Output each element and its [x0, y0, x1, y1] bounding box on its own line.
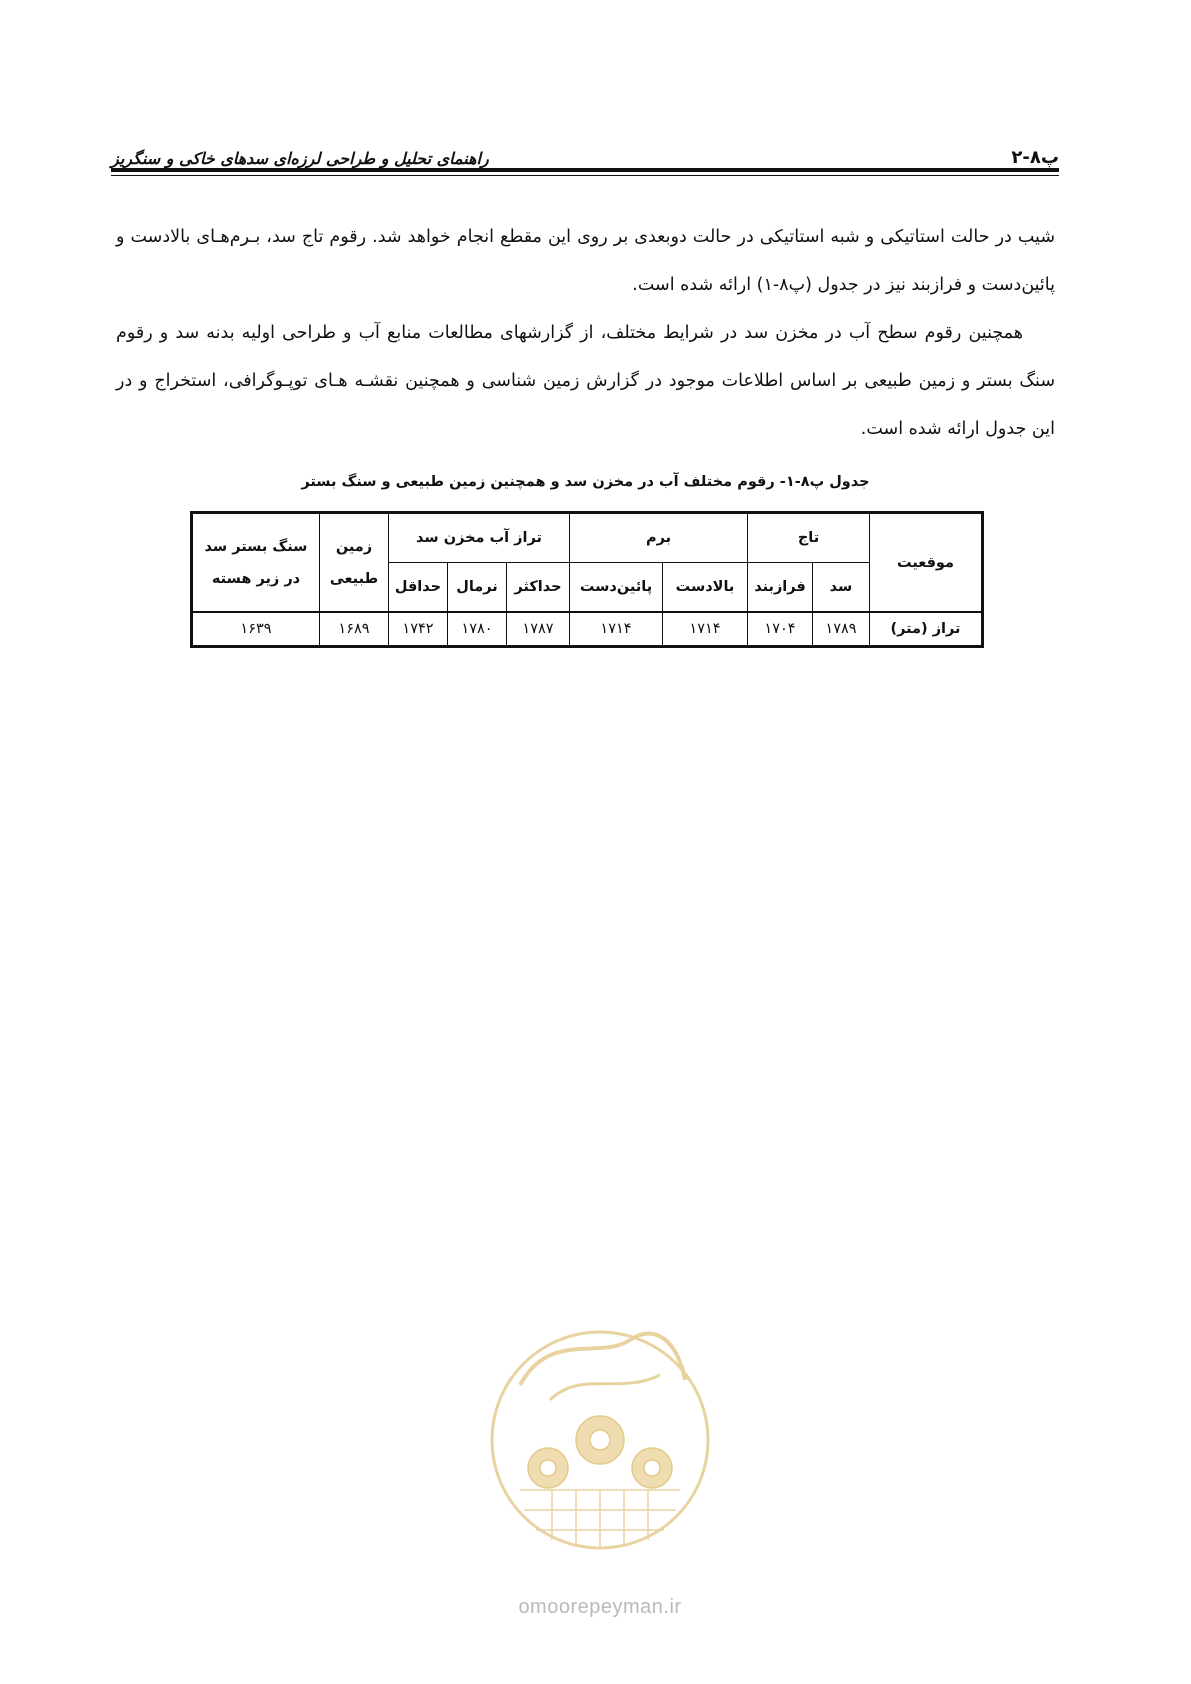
- paragraph: شیب در حالت استاتیکی و شبه استاتیکی در حالت دوبعدی بر روی این مقطع انجام خواهد شد. رقوم تاج سد، بـرم‌هـای بالادست و پائین‌دست و فرازبند نیز در جدول (پ۸-۱) ارائه شده است.: [116, 227, 1055, 295]
- cell-reservoir-min: ۱۷۴۲: [389, 612, 448, 647]
- paragraph: همچنین رقوم سطح آب در مخزن سد در شرایط مختلف، از گزارشهای مطالعات منابع آب و طراحی اولیه بدنه سد و رقوم سنگ بستر و زمین طبیعی بر اساس اطلاعات موجود در گزارش زمین شناسی و همچنین نقشـه هـای توپـوگرافی، استخراج و در این جدول ارائه شده است.: [116, 323, 1055, 439]
- header-natural-ground-line1: زمین: [335, 538, 373, 555]
- page-header: [111, 128, 1059, 168]
- body-text: [116, 213, 1055, 453]
- header-reservoir: تراز آب مخزن سد: [389, 513, 570, 563]
- running-title: راهنمای تحلیل و طراحی لرزه‌ای سدهای خاکی و سنگریز: [111, 149, 489, 168]
- header-crest: تاج: [748, 513, 870, 563]
- header-reservoir-normal: نرمال: [448, 563, 507, 613]
- cell-crest-dam: ۱۷۸۹: [813, 612, 870, 647]
- page-number: پ۸-۲: [1011, 147, 1059, 168]
- header-crest-dam: سد: [813, 563, 870, 613]
- elevation-table: [190, 511, 984, 648]
- header-berm: برم: [570, 513, 748, 563]
- cell-berm-downstream: ۱۷۱۴: [570, 612, 663, 647]
- header-natural-ground: [320, 513, 389, 613]
- header-location: موقعیت: [870, 513, 983, 613]
- header-natural-ground-line2: طبیعی: [329, 570, 379, 587]
- cell-natural-ground: ۱۶۸۹: [320, 612, 389, 647]
- row-label: تراز (متر): [870, 612, 983, 647]
- header-bedrock: [192, 513, 320, 613]
- cell-crest-cofferdam: ۱۷۰۴: [748, 612, 813, 647]
- cell-berm-upstream: ۱۷۱۴: [663, 612, 748, 647]
- watermark-url: omoorepeyman.ir: [518, 1596, 682, 1618]
- table-header-row: [192, 513, 983, 563]
- table-caption: جدول پ۸-۱- رقوم مختلف آب در مخزن سد و همچنین زمین طبیعی و سنگ بستر: [301, 474, 870, 490]
- cell-reservoir-max: ۱۷۸۷: [507, 612, 570, 647]
- watermark-logo-icon: [480, 1290, 720, 1590]
- header-rule-thin: [111, 175, 1059, 176]
- watermark: [480, 1290, 720, 1670]
- header-berm-downstream: پائین‌دست: [570, 563, 663, 613]
- table-row: [192, 612, 983, 647]
- header-berm-upstream: بالادست: [663, 563, 748, 613]
- header-rule: [111, 168, 1059, 172]
- header-bedrock-line1: سنگ بستر سد: [204, 538, 308, 555]
- header-crest-cofferdam: فرازبند: [748, 563, 813, 613]
- cell-reservoir-normal: ۱۷۸۰: [448, 612, 507, 647]
- header-reservoir-min: حداقل: [389, 563, 448, 613]
- header-bedrock-line2: در زیر هسته: [211, 570, 301, 587]
- cell-bedrock: ۱۶۳۹: [192, 612, 320, 647]
- header-reservoir-max: حداکثر: [507, 563, 570, 613]
